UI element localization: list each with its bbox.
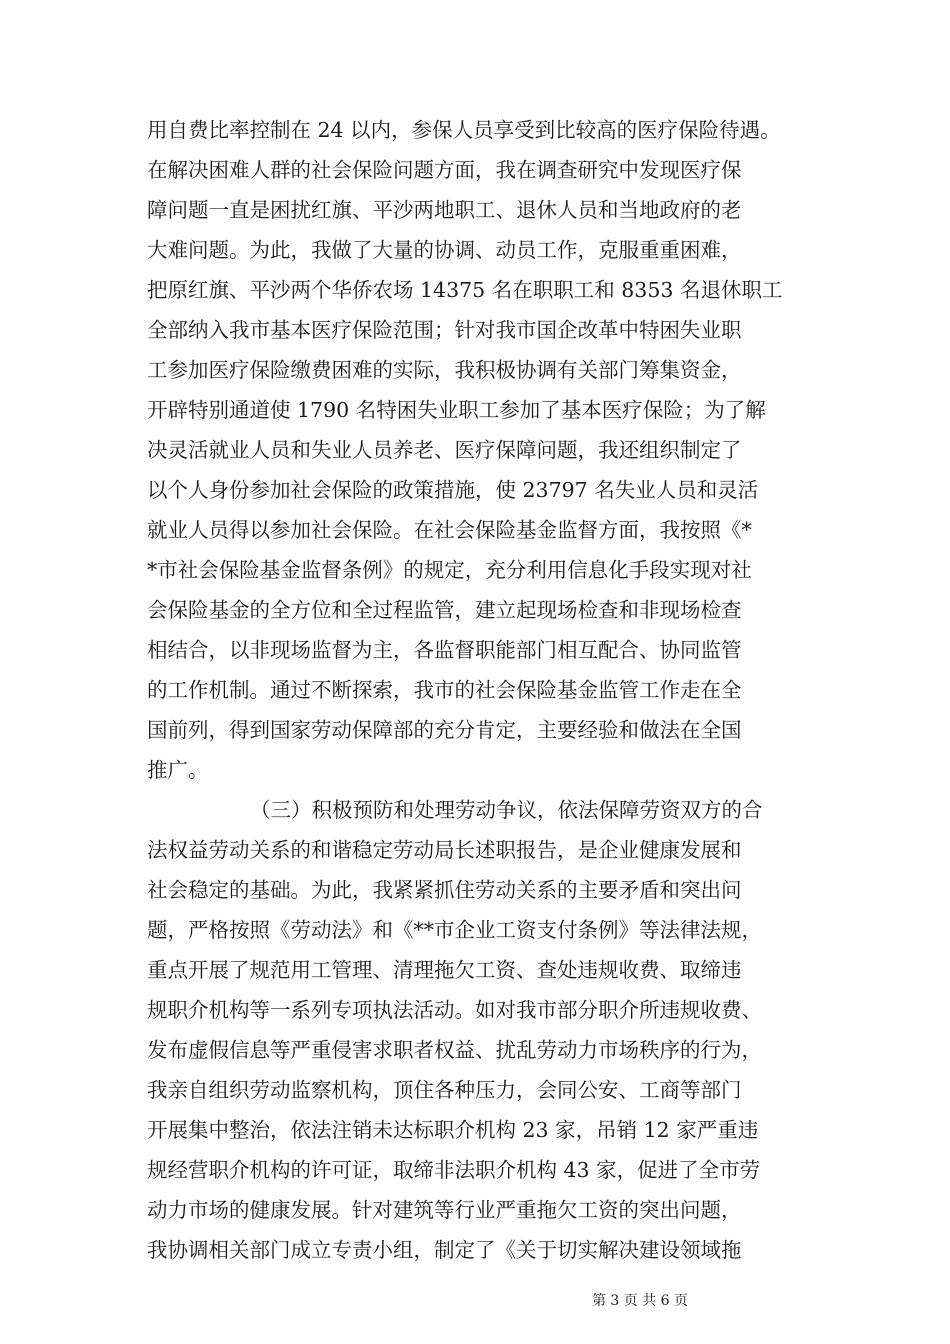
text-line: 相结合，以非现场监督为主，各监督职能部门相互配合、协同监管: [147, 638, 742, 662]
text-line: 动力市场的健康发展。针对建筑等行业严重拖欠工资的突出问题，: [147, 1198, 742, 1222]
text-line: 把原红旗、平沙两个华侨农场 14375 名在职职工和 8353 名退休职工: [147, 278, 783, 302]
text-line: 题，严格按照《劳动法》和《**市企业工资支付条例》等法律法规，: [147, 918, 762, 942]
text-line: 规职介机构等一系列专项执法活动。如对我市部分职介所违规收费、: [147, 998, 762, 1022]
text-line: 开辟特别通道使 1790 名特困失业职工参加了基本医疗保险；为了解: [147, 398, 766, 422]
text-line: 国前列，得到国家劳动保障部的充分肯定，主要经验和做法在全国: [147, 718, 742, 742]
text-line: 开展集中整治，依法注销未达标职介机构 23 家，吊销 12 家严重违: [147, 1118, 759, 1142]
text-line: 以个人身份参加社会保险的政策措施，使 23797 名失业人员和灵活: [147, 478, 759, 502]
text-line: 大难问题。为此，我做了大量的协调、动员工作，克服重重困难，: [147, 238, 742, 262]
text-line: 法权益劳动关系的和谐稳定劳动局长述职报告，是企业健康发展和: [147, 838, 742, 862]
text-line: 发布虚假信息等严重侵害求职者权益、扰乱劳动力市场秩序的行为，: [147, 1038, 762, 1062]
text-line: 推广。: [147, 758, 209, 782]
text-line: 就业人员得以参加社会保险。在社会保险基金监督方面，我按照《*: [147, 518, 752, 542]
text-line: *市社会保险基金监督条例》的规定，充分利用信息化手段实现对社: [147, 558, 752, 582]
section-heading-line: （三）积极预防和处理劳动争议，依法保障劳资双方的合: [250, 798, 763, 822]
text-line: 障问题一直是困扰红旗、平沙两地职工、退休人员和当地政府的老: [147, 198, 742, 222]
text-line: 我亲自组织劳动监察机构，顶住各种压力，会同公安、工商等部门: [147, 1078, 742, 1102]
text-line: 用自费比率控制在 24 以内，参保人员享受到比较高的医疗保险待遇。: [147, 118, 781, 142]
page-number-footer: 第 3 页 共 6 页: [591, 1293, 689, 1309]
text-line: 决灵活就业人员和失业人员养老、医疗保障问题，我还组织制定了: [147, 438, 742, 462]
text-line: 全部纳入我市基本医疗保险范围；针对我市国企改革中特困失业职: [147, 318, 742, 342]
text-line: 的工作机制。通过不断探索，我市的社会保险基金监管工作走在全: [147, 678, 742, 702]
text-line: 会保险基金的全方位和全过程监管，建立起现场检查和非现场检查: [147, 598, 742, 622]
text-line: 工参加医疗保险缴费困难的实际，我积极协调有关部门筹集资金，: [147, 358, 742, 382]
text-line: 我协调相关部门成立专责小组，制定了《关于切实解决建设领域拖: [147, 1238, 742, 1262]
text-line: 规经营职介机构的许可证，取缔非法职介机构 43 家，促进了全市劳: [147, 1158, 761, 1182]
text-line: 重点开展了规范用工管理、清理拖欠工资、查处违规收费、取缔违: [147, 958, 742, 982]
text-line: 社会稳定的基础。为此，我紧紧抓住劳动关系的主要矛盾和突出问: [147, 878, 742, 902]
text-line: 在解决困难人群的社会保险问题方面，我在调查研究中发现医疗保: [147, 158, 742, 182]
